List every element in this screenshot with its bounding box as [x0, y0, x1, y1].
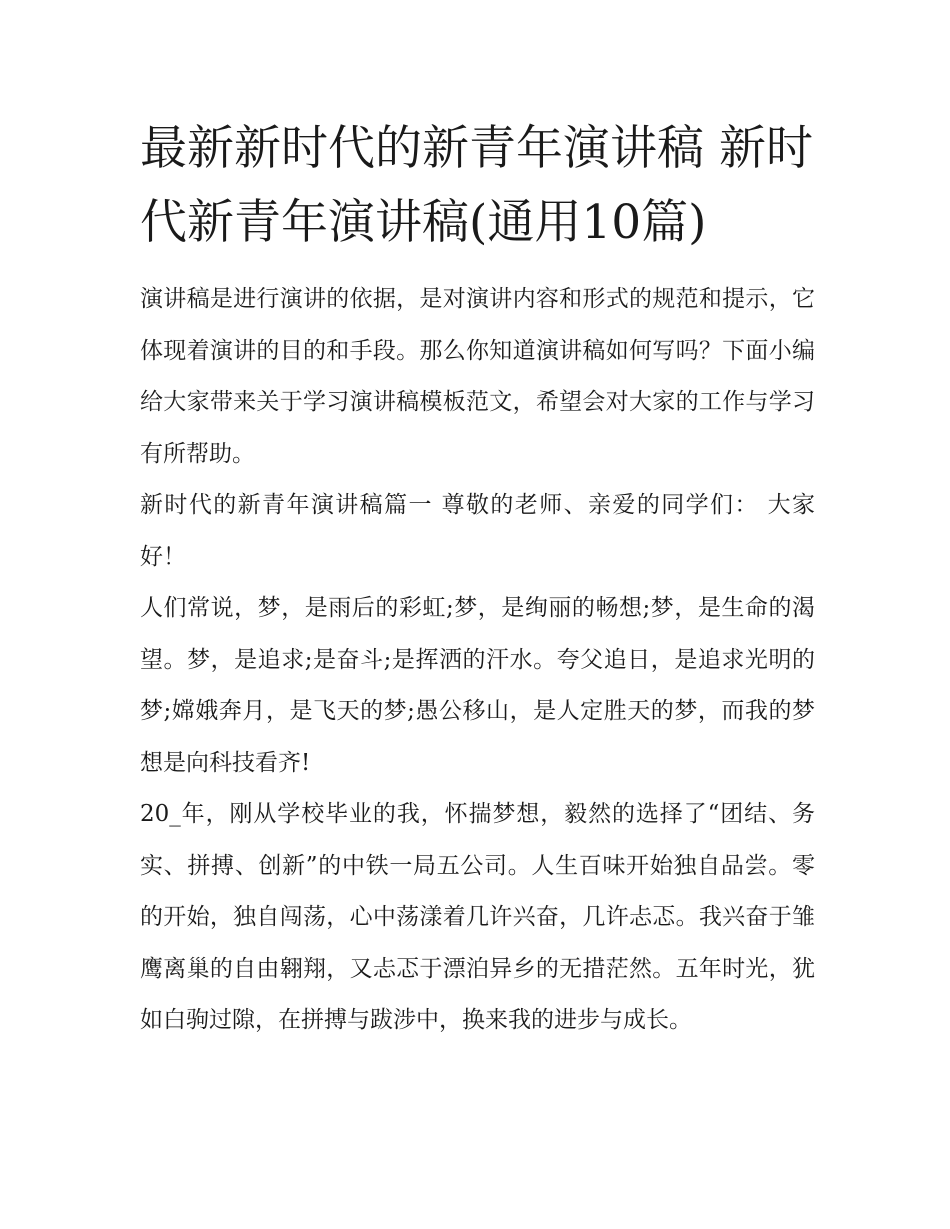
document-page [140, 112, 815, 1047]
intro-paragraph: 演讲稿是进行演讲的依据，是对演讲内容和形式的规范和提示，它体现着演讲的目的和手段。那么你知道演讲稿如何写吗？下面小编给大家带来关于学习演讲稿模板范文，希望会对大家的工作与学习有所帮助。 [140, 286, 815, 467]
career-paragraph: 20_年，刚从学校毕业的我，怀揣梦想，毅然的选择了“团结、务实、拼搏、创新”的中铁一局五公司。人生百味开始独自品尝。零的开始，独自闯荡，心中荡漾着几许兴奋，几许忐忑。我兴奋于雏鹰离巢的自由翱翔，又忐忑于漂泊异乡的无措茫然。五年时光，犹如白驹过隙，在拼搏与跋涉中，换来我的进步与成长。 [140, 801, 815, 1033]
speech-heading-paragraph: 新时代的新青年演讲稿篇一 尊敬的老师、亲爱的同学们： 大家好！ [140, 492, 815, 570]
dream-paragraph: 人们常说，梦，是雨后的彩虹;梦，是绚丽的畅想;梦，是生命的渴望。梦，是追求;是奋斗;是挥洒的汗水。夸父追日，是追求光明的梦;嫦娥奔月，是飞天的梦;愚公移山，是人定胜天的梦，而我的梦想是向科技看齐! [140, 595, 815, 776]
document-title: 最新新时代的新青年演讲稿 新时代新青年演讲稿(通用10篇) [140, 121, 813, 250]
